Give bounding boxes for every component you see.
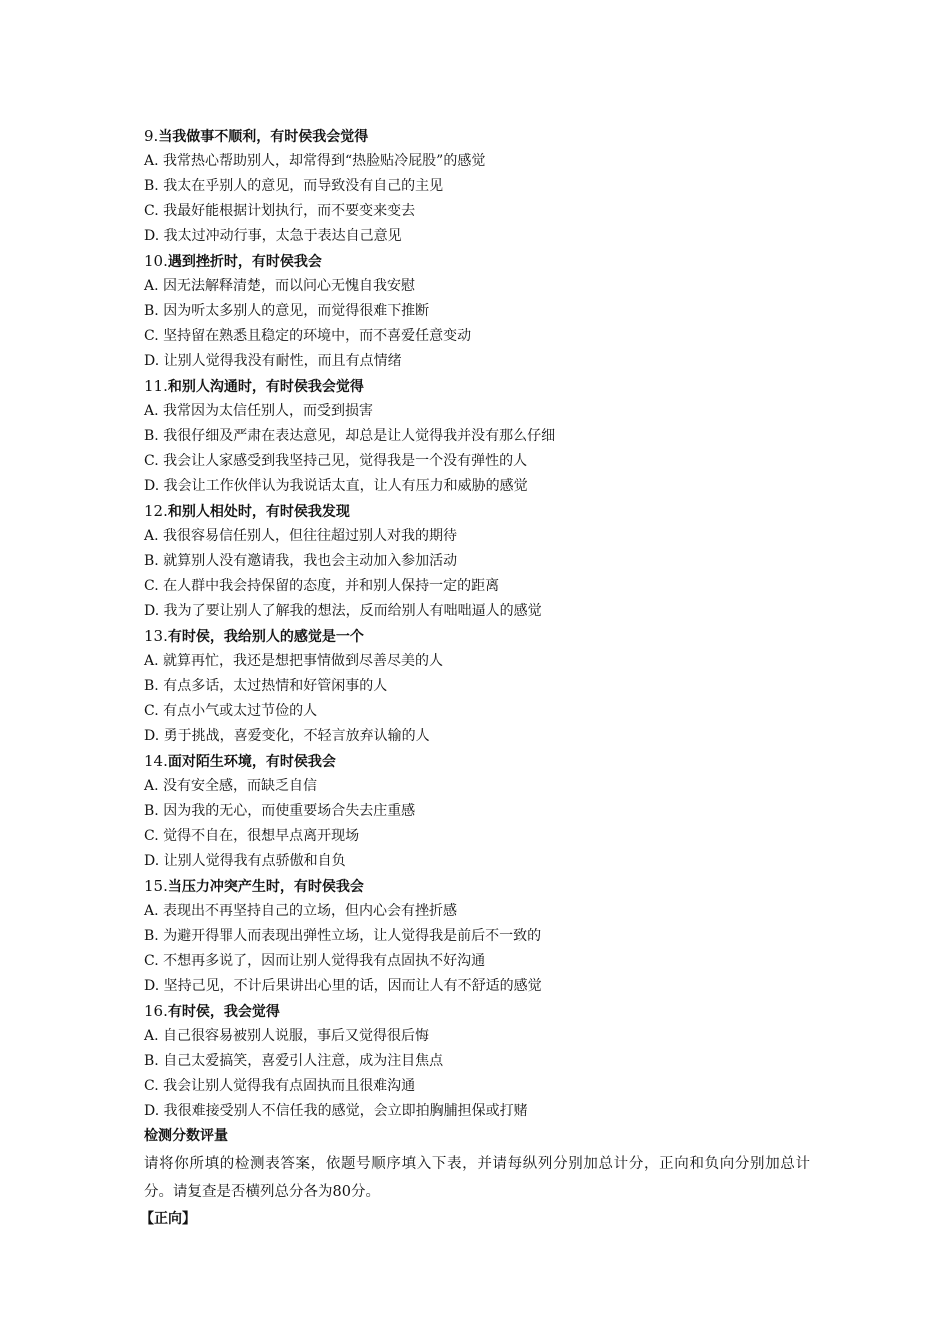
question-number: 15. — [144, 877, 168, 895]
answer-option: D. 我会让工作伙伴认为我说话太直，让人有压力和威胁的感觉 — [144, 478, 528, 494]
question-number: 14. — [144, 752, 168, 770]
answer-option: A. 就算再忙，我还是想把事情做到尽善尽美的人 — [144, 653, 444, 669]
answer-option: C. 觉得不自在，很想早点离开现场 — [144, 828, 360, 844]
question-number: 16. — [144, 1002, 168, 1020]
answer-option: B. 自己太爱搞笑，喜爱引人注意，成为注目焦点 — [144, 1053, 444, 1069]
answer-option: D. 让别人觉得我没有耐性，而且有点情绪 — [144, 353, 402, 369]
positive-section-label: 【正向】 — [140, 1211, 196, 1227]
answer-option: A. 自己很容易被别人说服，事后又觉得很后悔 — [144, 1028, 430, 1044]
answer-option: A. 我常因为太信任别人，而受到损害 — [144, 403, 374, 419]
question-title — [144, 999, 814, 1024]
answer-option: C. 我会让人家感受到我坚持己见，觉得我是一个没有弹性的人 — [144, 453, 528, 469]
question-text: 有时侯，我给别人的感觉是一个 — [167, 629, 364, 645]
question-title — [144, 624, 814, 649]
answer-option: C. 我最好能根据计划执行，而不要变来变去 — [144, 203, 416, 219]
answer-option: C. 在人群中我会持保留的态度，并和别人保持一定的距离 — [144, 578, 500, 594]
question-text: 当压力冲突产生时，有时侯我会 — [167, 879, 364, 895]
question-number: 11. — [144, 377, 168, 395]
question-text: 有时侯，我会觉得 — [167, 1004, 280, 1020]
question-number: 9. — [144, 127, 159, 145]
question-text: 当我做事不顺利，有时侯我会觉得 — [158, 129, 369, 145]
answer-option: D. 勇于挑战，喜爱变化，不轻言放弃认输的人 — [144, 728, 430, 744]
question-list — [144, 124, 814, 1124]
scoring-title: 检测分数评量 — [144, 1128, 228, 1144]
answer-option: A. 表现出不再坚持自己的立场，但内心会有挫折感 — [144, 903, 458, 919]
question-title — [144, 499, 814, 524]
answer-option: B. 因为听太多别人的意见，而觉得很难下推断 — [144, 303, 430, 319]
answer-option: B. 有点多话，太过热情和好管闲事的人 — [144, 678, 388, 694]
question-text: 和别人沟通时，有时侯我会觉得 — [167, 379, 364, 395]
answer-option: B. 为避开得罪人而表现出弹性立场，让人觉得我是前后不一致的 — [144, 928, 542, 944]
answer-option: A. 因无法解释清楚，而以问心无愧自我安慰 — [144, 278, 416, 294]
answer-option: C. 坚持留在熟悉且稳定的环境中，而不喜爱任意变动 — [144, 328, 472, 344]
answer-option: D. 我很难接受别人不信任我的感觉，会立即拍胸脯担保或打赌 — [144, 1103, 528, 1119]
answer-option: C. 我会让别人觉得我有点固执而且很难沟通 — [144, 1078, 416, 1094]
question-block — [144, 249, 814, 374]
question-text: 和别人相处时，有时侯我发现 — [167, 504, 350, 520]
question-block — [144, 874, 814, 999]
answer-option: B. 我很仔细及严肃在表达意见，却总是让人觉得我并没有那么仔细 — [144, 428, 556, 444]
answer-option: D. 我太过冲动行事，太急于表达自己意见 — [144, 228, 402, 244]
scoring-instructions: 请将你所填的检测表答案，依题号顺序填入下表，并请每纵列分别加总计分，正向和负向分别加总计分。请复查是否横列总分各为80分。 — [144, 1156, 810, 1200]
question-block — [144, 124, 814, 249]
question-number: 10. — [144, 252, 168, 270]
answer-option: B. 就算别人没有邀请我，我也会主动加入参加活动 — [144, 553, 458, 569]
question-block — [144, 749, 814, 874]
question-text: 面对陌生环境，有时侯我会 — [167, 754, 336, 770]
answer-option: A. 我很容易信任别人，但往往超过别人对我的期待 — [144, 528, 458, 544]
answer-option: C. 不想再多说了，因而让别人觉得我有点固执不好沟通 — [144, 953, 486, 969]
question-title — [144, 124, 814, 149]
question-title — [144, 874, 814, 899]
answer-option: A. 我常热心帮助别人，却常得到“热脸贴冷屁股”的感觉 — [144, 153, 486, 169]
answer-option: B. 我太在乎别人的意见，而导致没有自己的主见 — [144, 178, 444, 194]
document-page — [140, 124, 814, 1232]
question-text: 遇到挫折时，有时侯我会 — [167, 254, 322, 270]
answer-option: D. 我为了要让别人了解我的想法，反而给别人有咄咄逼人的感觉 — [144, 603, 542, 619]
question-block — [144, 999, 814, 1124]
answer-option: A. 没有安全感，而缺乏自信 — [144, 778, 318, 794]
question-block — [144, 374, 814, 499]
answer-option: D. 坚持己见，不计后果讲出心里的话，因而让人有不舒适的感觉 — [144, 978, 542, 994]
question-number: 12. — [144, 502, 168, 520]
answer-option: B. 因为我的无心，而使重要场合失去庄重感 — [144, 803, 416, 819]
question-number: 13. — [144, 627, 168, 645]
question-block — [144, 499, 814, 624]
question-block — [144, 624, 814, 749]
answer-option: C. 有点小气或太过节俭的人 — [144, 703, 318, 719]
question-title — [144, 374, 814, 399]
answer-option: D. 让别人觉得我有点骄傲和自负 — [144, 853, 346, 869]
question-title — [144, 749, 814, 774]
question-title — [144, 249, 814, 274]
